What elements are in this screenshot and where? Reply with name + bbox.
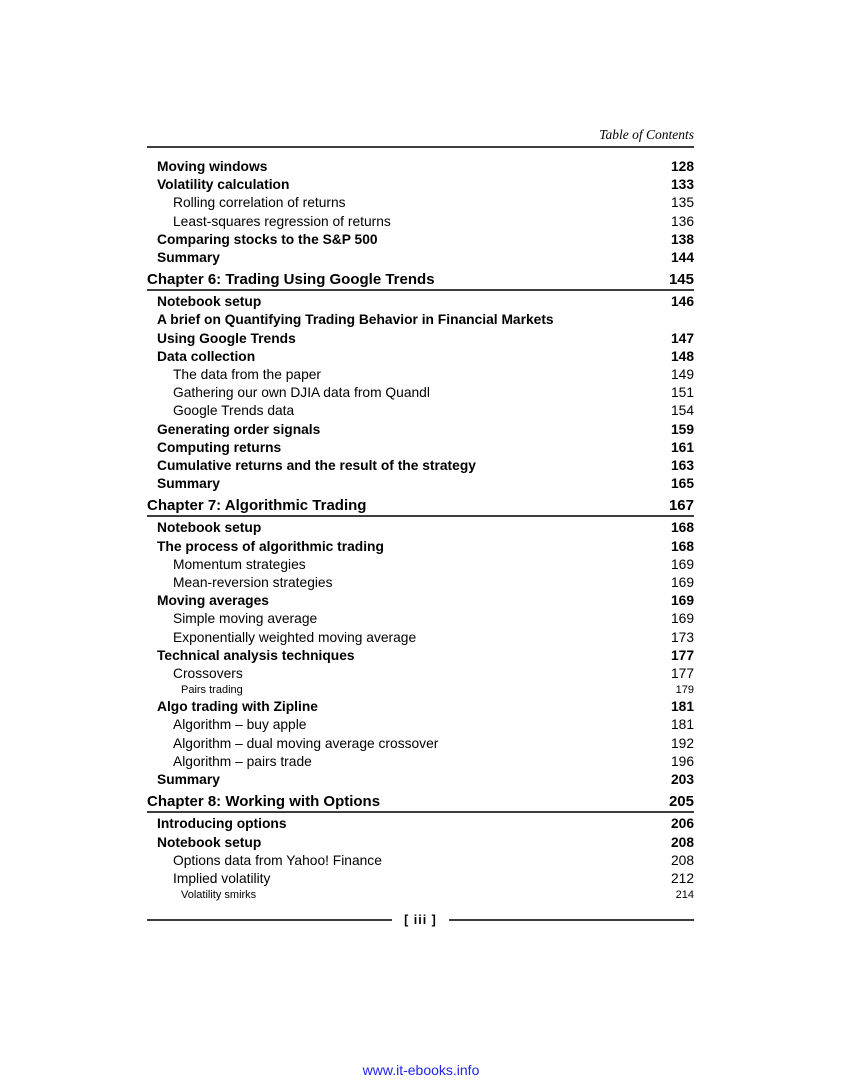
toc-entry [147,311,694,329]
toc-entry [147,629,694,647]
toc-entry-page: 149 [670,367,694,383]
toc-entry-page: 161 [670,439,694,455]
toc-entry-page: 196 [670,753,694,769]
toc-entry [147,421,694,439]
toc-entry [147,330,694,348]
toc-entry-page: 169 [670,556,694,572]
toc-entry-page: 169 [670,575,694,591]
toc-entry [147,698,694,716]
toc-entry-title: The data from the paper [173,367,322,383]
toc-entry-page: 154 [670,403,694,419]
toc-entry-page: 168 [670,538,694,554]
toc-entry [147,556,694,574]
toc-list [147,158,694,903]
toc-entry [147,815,694,833]
toc-entry [147,735,694,753]
toc-entry-page: 128 [670,159,694,174]
toc-entry-page: 144 [670,250,694,266]
toc-entry [147,852,694,870]
toc-entry-page: 145 [668,271,694,289]
toc-entry [147,496,694,517]
page-number-label: [ iii ] [404,913,437,927]
toc-entry [147,158,694,176]
toc-entry-page: 179 [675,684,694,697]
toc-entry [147,574,694,592]
toc-entry-page: 169 [670,611,694,627]
toc-entry-title: Comparing stocks to the S&P 500 [157,231,378,247]
footer-rule-right [449,919,694,921]
toc-entry-page: 133 [670,177,694,193]
toc-entry-title: Volatility calculation [157,177,290,193]
toc-entry-page: 165 [670,476,694,492]
toc-entry [147,716,694,734]
toc-entry [147,519,694,537]
toc-entry [147,610,694,628]
watermark-container [0,1062,842,1080]
toc-entry-title: Implied volatility [173,870,271,886]
toc-entry [147,402,694,420]
toc-entry [147,213,694,231]
toc-entry [147,647,694,665]
toc-entry-title: Momentum strategies [173,556,306,572]
toc-entry-page: 177 [670,666,694,682]
toc-entry-title: Chapter 8: Working with Options [147,793,381,811]
toc-entry [147,249,694,267]
footer-rule-left [147,919,392,921]
toc-entry [147,753,694,771]
toc-entry-page: 148 [670,348,694,364]
toc-entry-title: Technical analysis techniques [157,647,355,663]
toc-entry-page: 181 [670,699,694,715]
toc-entry-title: Algorithm – pairs trade [173,753,312,769]
toc-entry-page: 181 [670,717,694,733]
toc-entry-page: 205 [668,793,694,811]
toc-entry-title: Chapter 7: Algorithmic Trading [147,497,367,515]
toc-entry-page: 136 [670,213,694,229]
toc-entry-title: The process of algorithmic trading [157,538,384,554]
toc-entry-title: Rolling correlation of returns [173,195,346,211]
toc-entry [147,870,694,888]
toc-entry-title: Chapter 6: Trading Using Google Trends [147,271,435,289]
toc-entry [147,176,694,194]
toc-entry [147,194,694,212]
toc-entry-title: Summary [157,772,220,788]
toc-entry-page: 169 [670,593,694,609]
toc-entry [147,348,694,366]
toc-entry-title: Moving windows [157,159,268,174]
toc-entry [147,665,694,683]
toc-entry [147,457,694,475]
toc-entry [147,293,694,311]
toc-entry-title: Notebook setup [157,834,262,850]
toc-entry-page: 208 [670,852,694,868]
toc-entry-page: 146 [670,294,694,310]
toc-entry-title: Algo trading with Zipline [157,699,318,715]
toc-entry-title: Summary [157,476,220,492]
toc-entry-title: Algorithm – buy apple [173,717,307,733]
toc-entry [147,231,694,249]
running-header-title: Table of Contents [599,127,694,142]
toc-entry-page: 167 [668,497,694,515]
toc-entry-title: Mean-reversion strategies [173,575,333,591]
toc-entry-page: 206 [670,816,694,832]
watermark-link[interactable]: www.it-ebooks.info [362,1062,480,1078]
toc-entry-title: Google Trends data [173,403,295,419]
toc-entry-title: Introducing options [157,816,287,832]
toc-entry [147,538,694,556]
toc-entry-title: Generating order signals [157,421,321,437]
toc-entry-page: 151 [670,385,694,401]
toc-entry-page: 138 [670,231,694,247]
toc-entry-page: 163 [670,458,694,474]
page-header [147,127,694,148]
toc-entry-page: 212 [670,870,694,886]
toc-entry-page: 168 [670,520,694,536]
toc-entry-page: 177 [670,647,694,663]
toc-entry-page: 192 [670,735,694,751]
toc-entry [147,439,694,457]
toc-entry-title: Cumulative returns and the result of the strategy [157,458,476,474]
toc-entry-title: Summary [157,250,220,266]
toc-entry-title: A brief on Quantifying Trading Behavior in Financial Markets [157,312,554,328]
toc-entry [147,771,694,789]
toc-entry-title: Exponentially weighted moving average [173,629,417,645]
toc-entry [147,834,694,852]
toc-entry-title: Gathering our own DJIA data from Quandl [173,385,430,401]
toc-entry-title: Least-squares regression of returns [173,213,391,229]
toc-entry [147,366,694,384]
toc-entry [147,270,694,291]
toc-entry-title: Pairs trading [181,684,243,697]
toc-entry-page: 208 [670,834,694,850]
toc-entry [147,384,694,402]
toc-entry-title: Using Google Trends [157,330,296,346]
toc-entry-title: Data collection [157,348,256,364]
toc-entry-page: 135 [670,195,694,211]
toc-entry-title: Volatility smirks [181,889,257,902]
toc-entry [147,792,694,813]
toc-entry-page: 173 [670,629,694,645]
toc-entry-title: Notebook setup [157,294,262,310]
toc-entry-title: Simple moving average [173,611,318,627]
page-footer [147,913,694,927]
toc-entry-title: Moving averages [157,593,269,609]
toc-entry-title: Crossovers [173,666,243,682]
toc-entry-title: Options data from Yahoo! Finance [173,852,382,868]
toc-entry [147,888,694,903]
toc-entry-page: 159 [670,421,694,437]
toc-entry-title: Algorithm – dual moving average crossover [173,735,439,751]
toc-entry [147,475,694,493]
toc-entry-page: 214 [675,889,694,902]
toc-entry-page: 147 [670,330,694,346]
toc-entry [147,592,694,610]
toc-entry [147,683,694,698]
toc-entry-title: Notebook setup [157,520,262,536]
toc-entry-title: Computing returns [157,439,282,455]
toc-entry-page: 203 [670,772,694,788]
